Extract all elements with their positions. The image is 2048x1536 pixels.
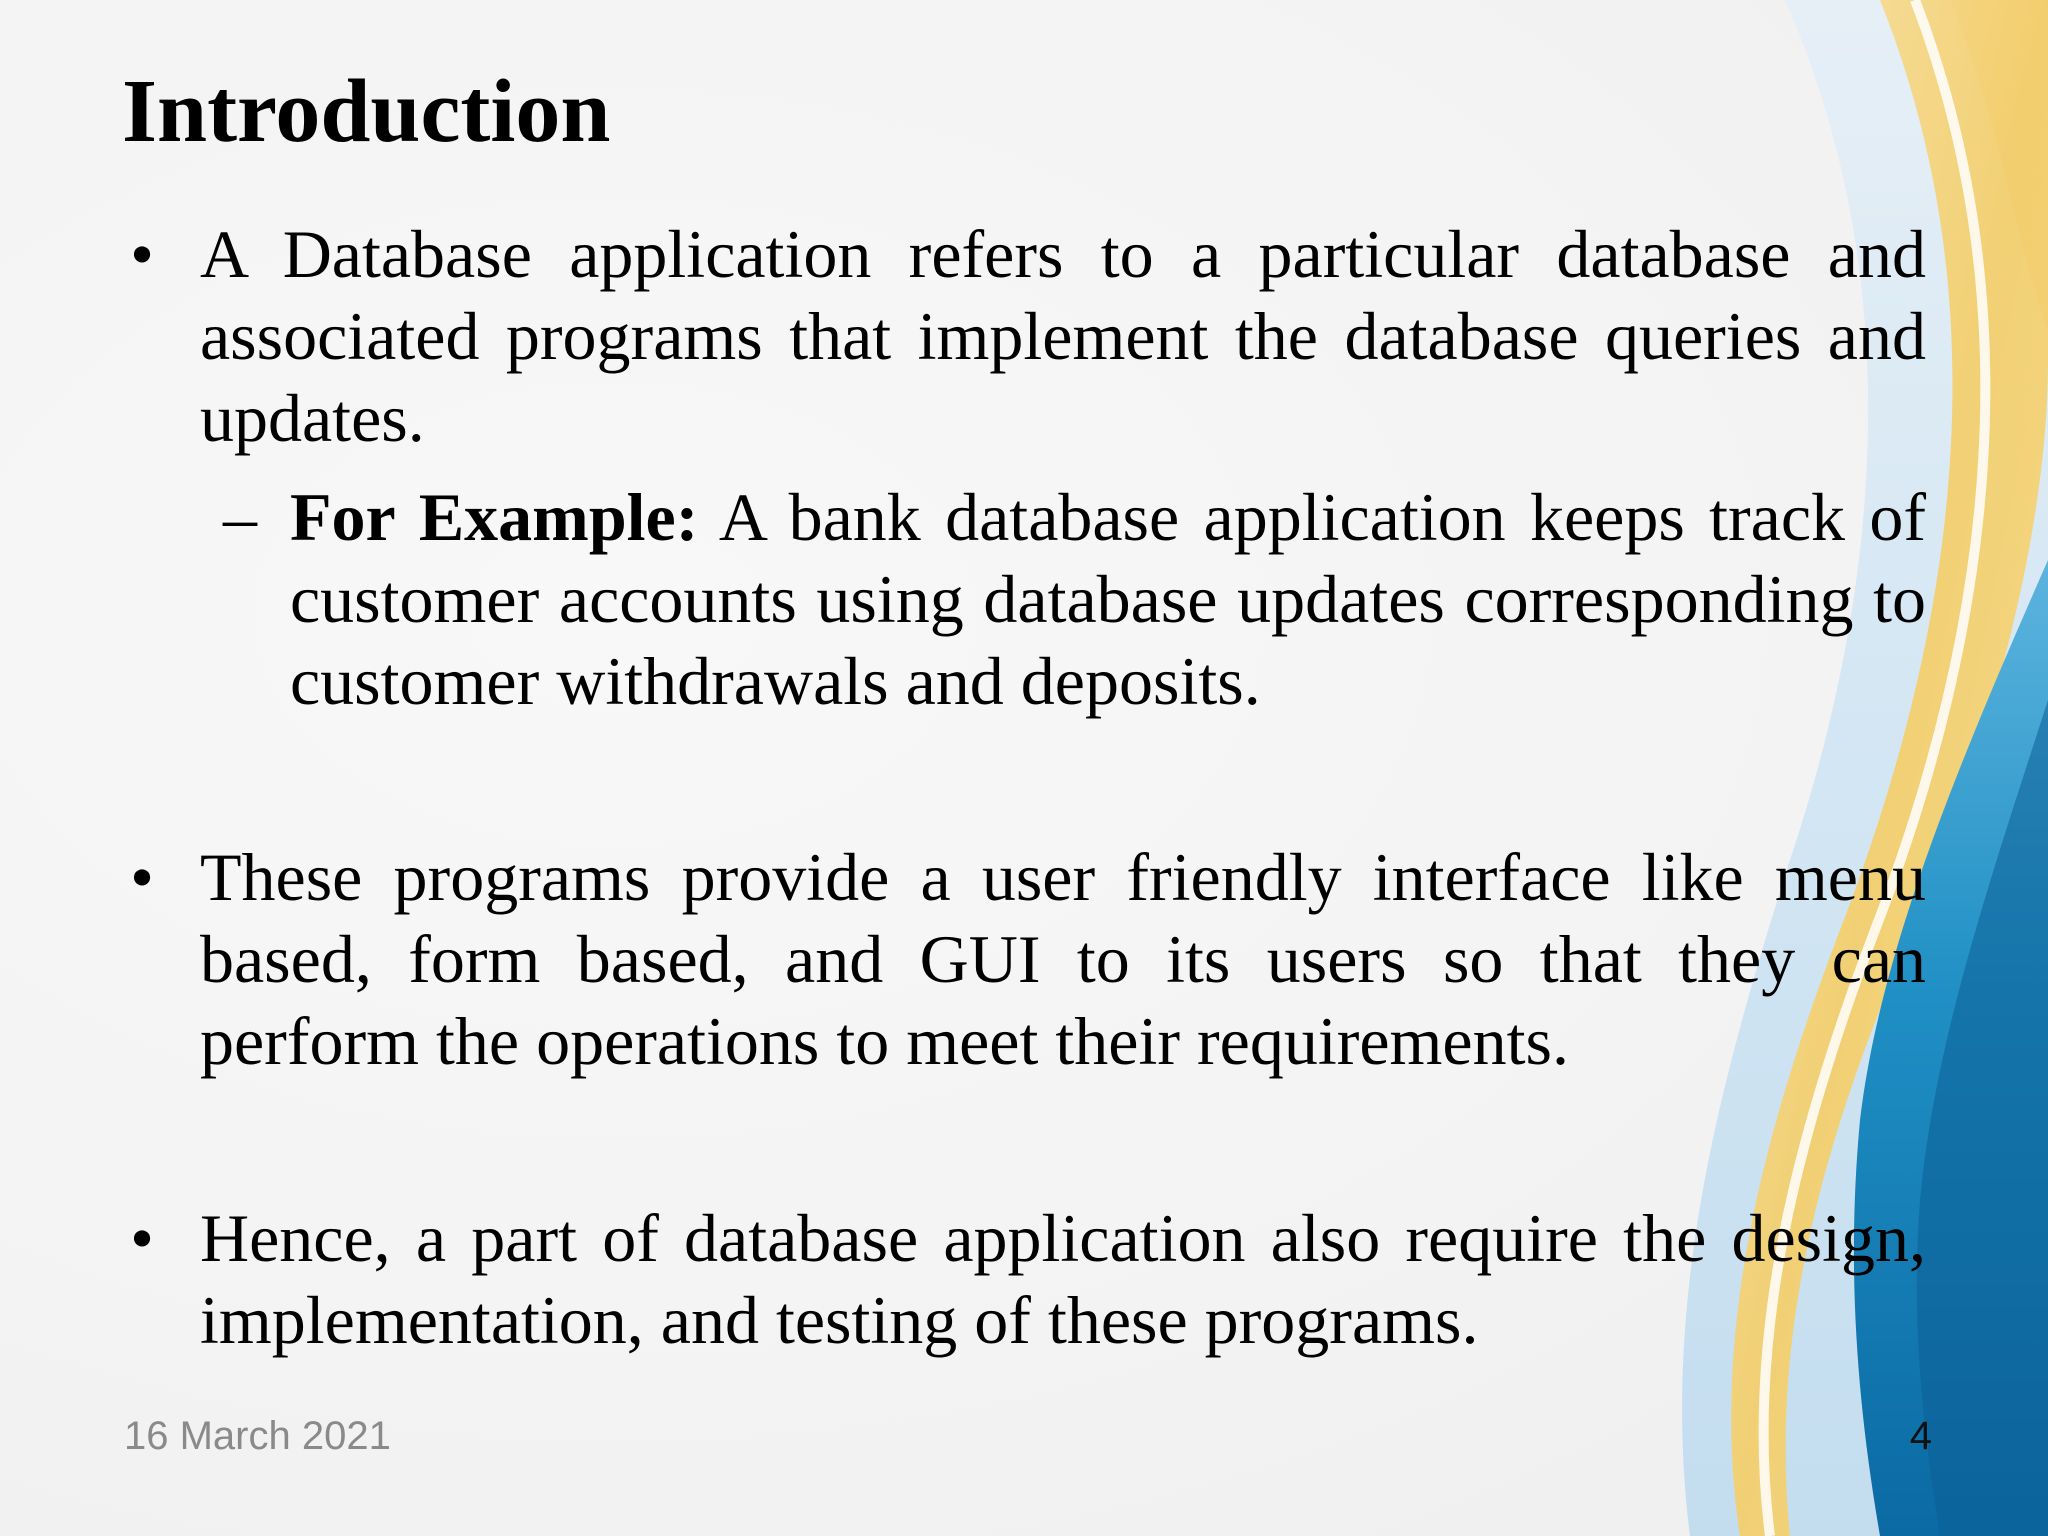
bullet-text: A Database application refers to a particular database and associated programs that implement the database queries and updates. <box>200 216 1926 456</box>
bullet-marker: • <box>130 216 154 292</box>
bullet-text: These programs provide a user friendly interface like menu based, form based, and GUI to its users so that they can perform the operations to meet their requirements. <box>200 839 1926 1079</box>
bullet-item-2 <box>130 836 1926 1082</box>
footer-date: 16 March 2021 <box>124 1414 391 1458</box>
sub-bullet-marker: – <box>223 479 257 555</box>
bullet-text: Hence, a part of database application also require the design, implementation, and testing of these programs. <box>200 1200 1926 1358</box>
sub-bullet-lead: For Example: <box>290 479 699 555</box>
bullet-marker: • <box>130 1200 154 1276</box>
bullet-marker: • <box>130 839 154 915</box>
sub-bullet-item-1 <box>223 476 1926 722</box>
bullet-item-3 <box>130 1197 1926 1361</box>
bullet-item-1 <box>130 213 1926 459</box>
sub-bullet-text: A bank database application keeps track of customer accounts using database updates corresponding to customer withdrawals and deposits. <box>290 479 1926 719</box>
page-number: 4 <box>1909 1414 1932 1458</box>
slide-title: Introduction <box>122 62 611 161</box>
